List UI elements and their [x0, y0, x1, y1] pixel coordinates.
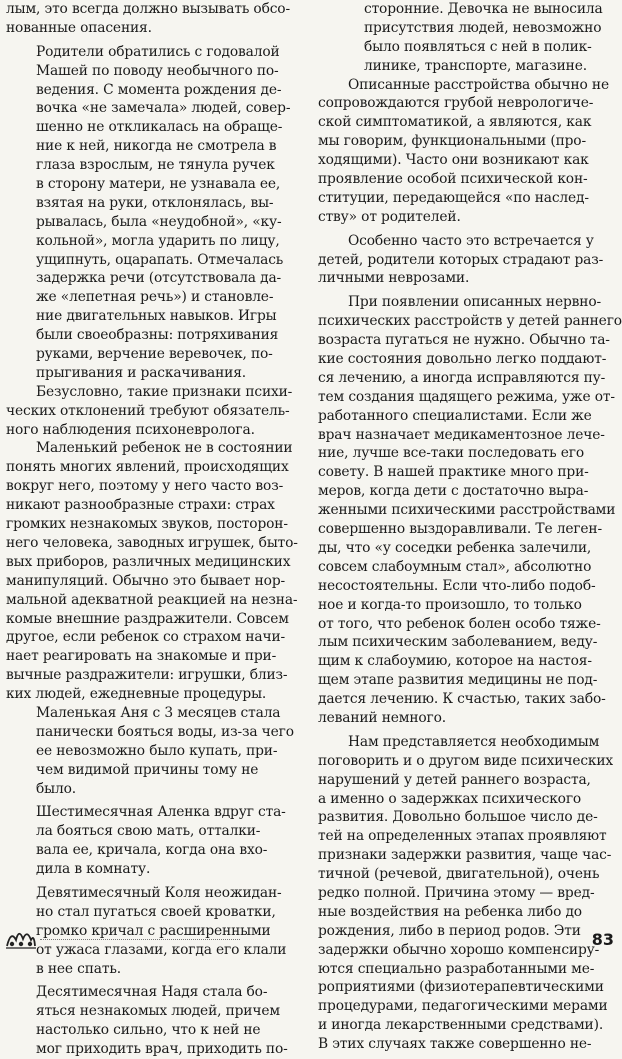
text-line: манипуляций. Обычно это бывает нор- [6, 572, 286, 589]
text-line: несостоятельны. Если что-либо подоб- [318, 577, 596, 594]
text-line: и иногда лекарственными средствами). [318, 1017, 604, 1034]
text-line: мальной адекватной реакцией на незна- [6, 591, 298, 608]
text-line: же «лепетная речь») и становле- [36, 289, 274, 306]
text-line: задержка речи (отсутствовала да- [36, 270, 282, 287]
text-line: от ужаса глазами, когда его клали [36, 941, 287, 958]
text-line: ческих отклонений требуют обязатель- [6, 402, 290, 419]
text-line: проявление особой психической кон- [318, 171, 588, 188]
ornament-icon [4, 926, 38, 950]
text-line: ведения. С момента рождения де- [36, 81, 282, 98]
text-line: Маленький ребенок не в состоянии [36, 440, 293, 457]
text-line: ние, лучше все-таки последовать его [318, 445, 585, 462]
text-line: поговорить и о другом виде психических [318, 752, 614, 769]
text-line: Десятимесячная Надя стала бо- [36, 984, 268, 1001]
text-line: Особенно часто это встречается у [348, 232, 594, 249]
text-line: другое, если ребенок со страхом начи- [6, 629, 286, 646]
text-line: совсем слабоумным стал», абсолютно [318, 558, 592, 575]
text-line: редко полной. Причина этому — вред- [318, 884, 595, 901]
text-line: нованные опасения. [6, 19, 152, 36]
footer-divider [40, 939, 240, 940]
text-line: Описанные расстройства обычно не [348, 76, 609, 93]
text-line: мог приходить врач, приходить по- [36, 1041, 288, 1058]
text-line: были своеобразны: потряхивания [36, 327, 279, 344]
text-line: кольной», могла ударить по лицу, [36, 232, 280, 249]
text-line: ное и когда-то произошло, то только [318, 596, 582, 613]
text-line: ходящими). Часто они возникают как [318, 152, 589, 169]
text-line: совету. В нашей практике много при- [318, 464, 589, 481]
text-line: роприятиями (физиотерапевтическими [318, 979, 604, 996]
text-line: психических расстройств у детей раннего [318, 313, 622, 330]
text-line: При появлении описанных нервно- [348, 294, 601, 311]
text-line: громких незнакомых звуков, посторон- [6, 516, 288, 533]
text-line: детей, родители которых страдают раз- [318, 251, 604, 268]
text-line: тей на определенных этапах проявляют [318, 828, 607, 845]
text-line: дается лечению. К счастью, таких забо- [318, 691, 606, 708]
text-line: возраста пугаться не нужно. Обычно та- [318, 332, 610, 349]
text-line: вокруг него, поэтому у него часто воз- [6, 478, 284, 495]
text-line: Нам представляется необходимым [348, 733, 600, 750]
text-line: тичной (речевой, двигательной), очень [318, 866, 600, 883]
text-line: рывалась, была «неудобной», «ку- [36, 213, 282, 230]
text-line: ся лечению, а иногда исправляются пу- [318, 369, 606, 386]
text-line: тем создания щадящего режима, уже от- [318, 388, 615, 405]
right-column [318, 0, 622, 1054]
text-line: процедурами, педагогическими мерами [318, 998, 608, 1015]
text-line: но стал пугаться своей кроватки, [36, 903, 276, 920]
text-line: щем этапе развития медицины не под- [318, 672, 598, 689]
text-line: вала ее, кричала, когда она вхо- [36, 842, 268, 859]
text-line: комые внешние раздражители. Совсем [6, 610, 289, 627]
text-line: сопровождаются грубой неврологиче- [318, 95, 594, 112]
text-line: Маленькая Аня с 3 месяцев стала [36, 704, 281, 721]
text-line: Родители обратились с годовалой [36, 43, 280, 60]
text-line: глаза взрослым, не тянула ручек [36, 157, 275, 174]
text-line: было. [36, 780, 76, 797]
text-line: кие состояния довольно легко поддают- [318, 351, 607, 368]
text-line: личными неврозами. [318, 270, 470, 287]
text-line: ние к ней, никогда не смотрела в [36, 138, 277, 155]
text-line: яться незнакомых людей, причем [36, 1003, 280, 1020]
text-line: шенно не откликалась на обраще- [36, 119, 283, 136]
text-line: ущипнуть, оцарапать. Отмечалась [36, 251, 284, 268]
left-column [6, 0, 310, 1059]
text-line: никают разнообразные страхи: страх [6, 497, 275, 514]
text-line: нает реагировать на знакомые и при- [6, 648, 277, 665]
text-line: от того, что ребенок болен особо тяже- [318, 615, 601, 632]
text-line: ла бояться свою мать, отталки- [36, 823, 261, 840]
text-line: ного наблюдения психоневролога. [6, 421, 255, 438]
text-line: ются специально разработанными ме- [318, 960, 595, 977]
text-line: ской симптоматикой, а являются, как [318, 114, 592, 131]
text-line: ству» от родителей. [318, 208, 461, 225]
text-line: врач назначает медикаментозное лече- [318, 426, 605, 443]
text-line: было появляться с ней в полик- [364, 38, 592, 55]
text-line: лым психическим заболеванием, веду- [318, 634, 598, 651]
text-line: сторонние. Девочка не выносила [364, 1, 603, 17]
text-line: присутствия людей, невозможно [364, 19, 602, 36]
text-line: леваний немного. [318, 709, 447, 726]
text-line: ние двигательных навыков. Игры [36, 308, 277, 325]
text-line: развития. Довольно большое число де- [318, 809, 598, 826]
text-line: панически бояться воды, из-за чего [36, 723, 294, 740]
text-line: дила в комнату. [36, 861, 151, 878]
text-line: а именно о задержках психического [318, 790, 582, 807]
text-line: Машей по поводу необычного по- [36, 62, 279, 79]
text-line: руками, верчение веревочек, по- [36, 346, 273, 363]
text-line: меров, когда дети с достаточно выра- [318, 483, 589, 500]
text-line: Девятимесячный Коля неожидан- [36, 884, 282, 901]
text-line: лым, это всегда должно вызывать обсо- [6, 1, 290, 17]
text-line: линике, транспорте, магазине. [364, 57, 587, 74]
text-line: ституции, передающейся «по наслед- [318, 189, 589, 206]
text-line: ее невозможно было купать, при- [36, 742, 278, 759]
text-line: нарушений у детей раннего возраста, [318, 771, 591, 788]
text-line: ды, что «у соседки ребенка залечили, [318, 539, 592, 556]
text-line: прыгивания и раскачивания. [36, 364, 247, 381]
text-line: громко кричал с расширенными [36, 922, 271, 939]
text-line: понять многих явлений, происходящих [6, 459, 289, 476]
text-line: в нее спать. [36, 960, 121, 977]
text-line: чем видимой причины тому не [36, 761, 259, 778]
page-number: 83 [591, 930, 614, 949]
text-line: ких людей, ежедневные процедуры. [6, 686, 267, 703]
text-line: мы говорим, функциональными (про- [318, 133, 586, 150]
text-line: женными психическими расстройствами [318, 502, 616, 519]
text-line: работанного специалистами. Если же [318, 407, 592, 424]
text-line: в сторону матери, не узнавала ее, [36, 176, 281, 193]
text-line: него человека, заводных игрушек, быто- [6, 534, 298, 551]
text-line: В этих случаях также совершенно не- [318, 1036, 592, 1053]
text-line: вычные раздражители: игрушки, близ- [6, 667, 288, 684]
text-line: задержки обычно хорошо компенсиру- [318, 941, 600, 958]
text-line: признаки задержки развития, чаще час- [318, 847, 612, 864]
text-line: взятая на руки, отклонялась, вы- [36, 194, 274, 211]
text-line: Шестимесячная Аленка вдруг ста- [36, 804, 286, 821]
text-line: Безусловно, такие признаки психи- [36, 383, 293, 400]
text-line: вочка «не замечала» людей, совер- [36, 100, 291, 117]
text-line: щим к слабоумию, которое на настоя- [318, 653, 592, 670]
text-line: совершенно выздоравливали. Те леген- [318, 521, 602, 538]
text-line: ные воздействия на ребенка либо до [318, 903, 582, 920]
text-line: настолько сильно, что к ней не [36, 1022, 261, 1039]
text-line: вых приборов, различных медицинских [6, 553, 291, 570]
text-line: рождения, либо в период родов. Эти [318, 922, 581, 939]
